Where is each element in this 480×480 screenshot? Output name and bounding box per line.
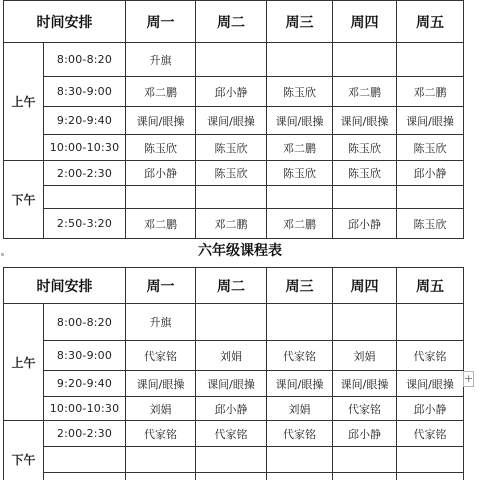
table-cell: 邱小静	[196, 77, 267, 107]
table-cell: 代家铭	[397, 341, 464, 371]
table-cell	[267, 186, 333, 209]
table-cell: 代家铭	[126, 341, 196, 371]
table-cell	[333, 304, 397, 341]
table-row	[4, 161, 464, 186]
table-cell	[267, 43, 333, 77]
header-friday: 周五	[397, 268, 464, 304]
table-cell	[126, 473, 196, 480]
table-cell: 代家铭	[267, 421, 333, 447]
header-thursday: 周四	[333, 1, 397, 43]
table-cell: 代家铭	[126, 421, 196, 447]
table-row	[4, 397, 464, 421]
table-cell: 课间/眼操	[333, 371, 397, 397]
table-cell	[333, 186, 397, 209]
page-title: 六年级课程表	[198, 243, 282, 259]
header-tuesday: 周二	[196, 1, 267, 43]
header-friday: 周五	[397, 1, 464, 43]
table-cell: 邓二鹏	[267, 209, 333, 239]
header-monday: 周一	[126, 1, 196, 43]
header-row	[4, 1, 464, 43]
time-cell: 8:00-8:20	[44, 43, 126, 77]
table-cell: 课间/眼操	[196, 107, 267, 135]
table-cell: 课间/眼操	[126, 107, 196, 135]
time-cell: 8:00-8:20	[44, 304, 126, 341]
table-cell	[397, 186, 464, 209]
table-cell: 课间/眼操	[333, 107, 397, 135]
table-cell: 陈玉欣	[126, 135, 196, 161]
table-cell: 陈玉欣	[196, 135, 267, 161]
table-cell: 陈玉欣	[196, 161, 267, 186]
time-cell	[44, 473, 126, 480]
table-cell: 邓二鹏	[267, 135, 333, 161]
table-cell: 课间/眼操	[196, 371, 267, 397]
table-cell: 代家铭	[333, 397, 397, 421]
table-cell	[397, 447, 464, 473]
header-row	[4, 268, 464, 304]
table-cell	[333, 447, 397, 473]
header-schedule: 时间安排	[4, 1, 126, 43]
table-cell: 邱小静	[397, 161, 464, 186]
table-cell	[196, 473, 267, 480]
time-cell: 10:00-10:30	[44, 135, 126, 161]
header-wednesday: 周三	[267, 1, 333, 43]
table-cell	[397, 304, 464, 341]
table-cell: 刘娟	[126, 397, 196, 421]
table-cell: 陈玉欣	[397, 135, 464, 161]
table-cell: 邓二鹏	[126, 209, 196, 239]
time-cell	[44, 186, 126, 209]
table-cell	[267, 473, 333, 480]
afternoon-label: 下午	[4, 421, 44, 480]
table-row	[4, 209, 464, 239]
table-cell: 陈玉欣	[333, 161, 397, 186]
table-cell	[196, 304, 267, 341]
table-cell	[196, 447, 267, 473]
table-row	[4, 473, 464, 480]
table-cell	[333, 43, 397, 77]
table-row	[4, 135, 464, 161]
table-row	[4, 421, 464, 447]
header-thursday: 周四	[333, 268, 397, 304]
table-cell	[333, 473, 397, 480]
table-cell: 邓二鹏	[333, 77, 397, 107]
header-wednesday: 周三	[267, 268, 333, 304]
header-schedule: 时间安排	[4, 268, 126, 304]
table-cell: 陈玉欣	[267, 161, 333, 186]
table-cell: 课间/眼操	[126, 371, 196, 397]
schedule-table-2	[3, 267, 464, 480]
table-row	[4, 341, 464, 371]
table-cell: 刘娟	[196, 341, 267, 371]
table-cell: 邱小静	[126, 161, 196, 186]
schedule-table-1	[3, 0, 464, 239]
table-cell	[196, 186, 267, 209]
time-cell: 2:00-2:30	[44, 421, 126, 447]
time-cell: 10:00-10:30	[44, 397, 126, 421]
table-cell: 刘娟	[333, 341, 397, 371]
table-cell	[196, 43, 267, 77]
time-cell: 8:30-9:00	[44, 77, 126, 107]
resize-handle[interactable]: +	[464, 372, 474, 385]
table-cell: 陈玉欣	[397, 209, 464, 239]
table-row	[4, 43, 464, 77]
table-cell: 邱小静	[333, 209, 397, 239]
table-cell: 邓二鹏	[397, 77, 464, 107]
table-cell: 升旗	[126, 304, 196, 341]
morning-label: 上午	[4, 43, 44, 161]
table-cell	[397, 473, 464, 480]
table-cell: 刘娟	[267, 397, 333, 421]
header-monday: 周一	[126, 268, 196, 304]
table-cell	[126, 447, 196, 473]
table-cell: 代家铭	[267, 341, 333, 371]
table-cell: 邓二鹏	[126, 77, 196, 107]
table-cell	[267, 447, 333, 473]
table-cell: 陈玉欣	[333, 135, 397, 161]
table-cell: 代家铭	[397, 421, 464, 447]
table-cell: 课间/眼操	[397, 107, 464, 135]
time-cell: 2:00-2:30	[44, 161, 126, 186]
table-row	[4, 186, 464, 209]
time-cell: 2:50-3:20	[44, 209, 126, 239]
table-cell: 邓二鹏	[196, 209, 267, 239]
table-cell: 升旗	[126, 43, 196, 77]
table-cell: 邱小静	[196, 397, 267, 421]
time-cell: 9:20-9:40	[44, 371, 126, 397]
table-cell: 课间/眼操	[267, 107, 333, 135]
table-cell: 陈玉欣	[267, 77, 333, 107]
table-cell: 课间/眼操	[267, 371, 333, 397]
time-cell	[44, 447, 126, 473]
table-cell	[397, 43, 464, 77]
time-cell: 9:20-9:40	[44, 107, 126, 135]
table-row	[4, 304, 464, 341]
table-cell	[126, 186, 196, 209]
table-cell	[267, 304, 333, 341]
table-row	[4, 371, 464, 397]
time-cell: 8:30-9:00	[44, 341, 126, 371]
afternoon-label: 下午	[4, 161, 44, 239]
table-row	[4, 107, 464, 135]
table-row	[4, 447, 464, 473]
table-cell: 代家铭	[196, 421, 267, 447]
table-cell: 邱小静	[333, 421, 397, 447]
table-row	[4, 77, 464, 107]
header-tuesday: 周二	[196, 268, 267, 304]
morning-label: 上午	[4, 304, 44, 421]
table-cell: 课间/眼操	[397, 371, 464, 397]
table-cell: 邱小静	[397, 397, 464, 421]
